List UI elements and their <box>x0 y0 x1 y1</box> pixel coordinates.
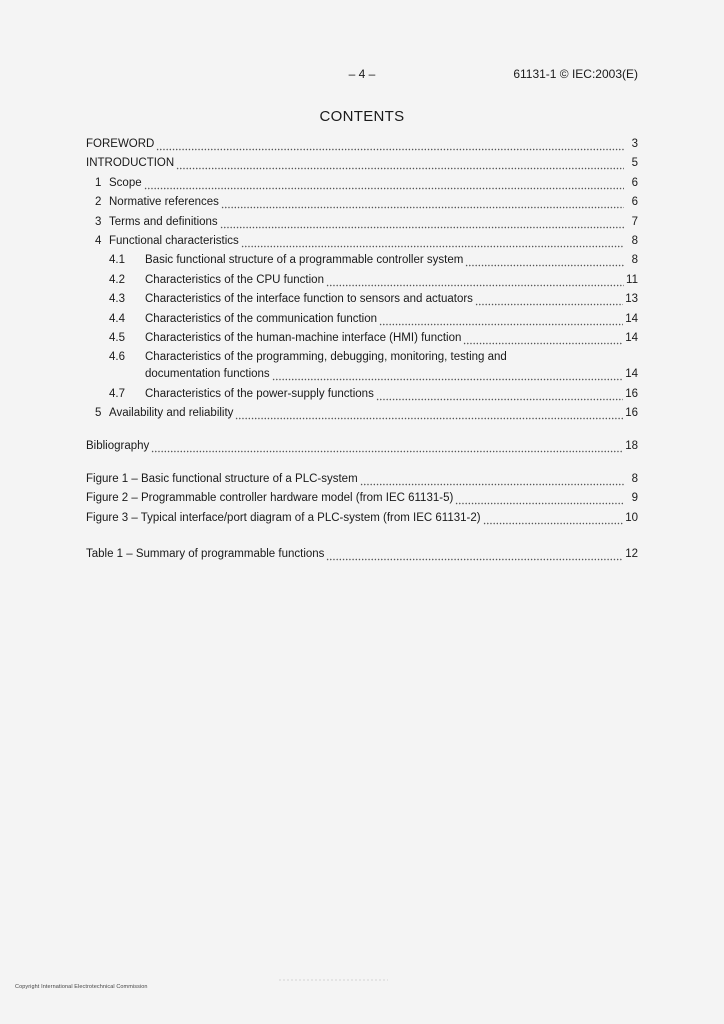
dot-leader <box>272 366 624 383</box>
toc-entry-subsection-4-7[interactable] <box>86 386 638 403</box>
toc-entry-label: Characteristics of the CPU function <box>145 273 324 286</box>
toc-entry-label: Bibliography <box>86 440 150 453</box>
footer-watermark <box>278 979 388 981</box>
toc-entry-introduction[interactable] <box>86 155 638 172</box>
page-number: – 4 – <box>348 67 376 81</box>
dot-leader <box>475 291 623 308</box>
toc-entry-bibliography[interactable] <box>86 438 638 455</box>
standard-identifier: 61131-1 © IEC:2003(E) <box>513 67 638 81</box>
page-title: CONTENTS <box>319 108 405 125</box>
toc-page-number: 8 <box>631 473 638 486</box>
dot-leader <box>235 405 623 422</box>
toc-entry-label: Table 1 – Summary of programmable functions <box>86 547 325 560</box>
toc-entry-section-2[interactable] <box>86 194 638 211</box>
toc-page-number: 6 <box>631 176 638 189</box>
dot-leader <box>463 330 623 347</box>
toc-entry-subsection-4-4[interactable] <box>86 311 638 328</box>
toc-page-number: 3 <box>631 138 638 150</box>
toc-page-number: 5 <box>631 157 638 170</box>
toc-entry-number: 1 <box>95 176 102 189</box>
toc-entry-number: 4.5 <box>109 331 125 344</box>
toc-entry-label: Figure 3 – Typical interface/port diagram of a PLC-system (from IEC 61131-2) <box>86 511 481 524</box>
toc-entry-foreword[interactable] <box>86 136 638 153</box>
toc-entry-label: Functional characteristics <box>109 234 239 247</box>
toc-entry-label: Characteristics of the power-supply functions <box>145 387 374 400</box>
toc-page-number: 6 <box>631 196 638 209</box>
dot-leader <box>144 175 624 192</box>
dot-leader <box>376 386 623 403</box>
dot-leader <box>360 471 624 488</box>
dot-leader <box>455 490 624 507</box>
toc-entry-label: Terms and definitions <box>109 215 218 228</box>
toc-entry-figure-2[interactable] <box>86 490 638 507</box>
toc-entry-subsection-4-6[interactable] <box>86 349 638 383</box>
toc-entry-label: Characteristics of the human-machine interface (HMI) function <box>145 331 462 344</box>
toc-page-number: 8 <box>631 254 638 267</box>
toc-entry-section-1[interactable] <box>86 175 638 192</box>
toc-entry-subsection-4-2[interactable] <box>86 272 638 289</box>
toc-entry-subsection-4-3[interactable] <box>86 291 638 308</box>
dot-leader <box>326 546 623 563</box>
dot-leader <box>176 155 624 172</box>
copyright-notice: Copyright International Electrotechnical Commission <box>15 984 148 990</box>
toc-entry-number: 4.7 <box>109 387 125 400</box>
toc-entry-number: 4.4 <box>109 312 125 325</box>
dot-leader <box>156 136 624 153</box>
dot-leader <box>220 214 624 231</box>
toc-entry-number: 3 <box>95 215 102 228</box>
toc-entry-label: Figure 1 – Basic functional structure of a PLC-system <box>86 473 358 486</box>
toc-entry-number: 4.6 <box>109 351 125 364</box>
toc-page-number: 11 <box>626 273 638 286</box>
toc-entry-section-3[interactable] <box>86 214 638 231</box>
toc-entry-label: INTRODUCTION <box>86 157 175 170</box>
dot-leader <box>221 194 624 211</box>
toc-entry-number: 4 <box>95 234 102 247</box>
toc-page-number: 14 <box>625 312 638 325</box>
toc-page-number: 14 <box>625 368 638 381</box>
toc-entry-section-5[interactable] <box>86 405 638 422</box>
dot-leader <box>151 438 623 455</box>
toc-page-number: 10 <box>625 511 638 524</box>
toc-entry-label: Scope <box>109 176 142 189</box>
toc-entry-section-4[interactable] <box>86 233 638 250</box>
toc-page-number: 12 <box>625 547 638 560</box>
toc-entry-figure-1[interactable] <box>86 471 638 488</box>
toc-page-number: 7 <box>631 215 638 228</box>
toc-entry-label: FOREWORD <box>86 138 155 150</box>
toc-page-number: 9 <box>631 492 638 505</box>
dot-leader <box>379 311 623 328</box>
toc-entry-number: 5 <box>95 407 102 420</box>
toc-entry-number: 4.3 <box>109 293 125 306</box>
dot-leader <box>241 233 624 250</box>
toc-entry-label-continued: documentation functions <box>145 368 270 381</box>
toc-page-number: 16 <box>625 387 638 400</box>
toc-page-number: 16 <box>625 407 638 420</box>
toc-entry-label: Basic functional structure of a programmable controller system <box>145 254 464 267</box>
toc-entry-label: Normative references <box>109 196 219 209</box>
toc-entry-label: Availability and reliability <box>109 407 234 420</box>
toc-entry-label: Characteristics of the communication function <box>145 312 378 325</box>
dot-leader <box>483 510 624 527</box>
toc-entry-number: 2 <box>95 196 102 209</box>
toc-entry-label: Figure 2 – Programmable controller hardware model (from IEC 61131-5) <box>86 492 454 505</box>
dot-leader <box>465 252 624 269</box>
toc-page-number: 8 <box>631 234 638 247</box>
toc-page-number: 14 <box>625 331 638 344</box>
dot-leader <box>326 272 624 289</box>
toc-entry-table-1[interactable] <box>86 546 638 563</box>
toc-entry-subsection-4-1[interactable] <box>86 252 638 269</box>
toc-entry-label: Characteristics of the programming, debugging, monitoring, testing and <box>145 351 507 364</box>
toc-entry-figure-3[interactable] <box>86 510 638 527</box>
toc-entry-subsection-4-5[interactable] <box>86 330 638 347</box>
toc-entry-number: 4.1 <box>109 254 125 267</box>
toc-page-number: 13 <box>625 293 638 306</box>
toc-page-number: 18 <box>625 440 638 453</box>
toc-entry-label: Characteristics of the interface function to sensors and actuators <box>145 293 473 306</box>
toc-entry-number: 4.2 <box>109 273 125 286</box>
table-of-contents <box>86 136 638 565</box>
